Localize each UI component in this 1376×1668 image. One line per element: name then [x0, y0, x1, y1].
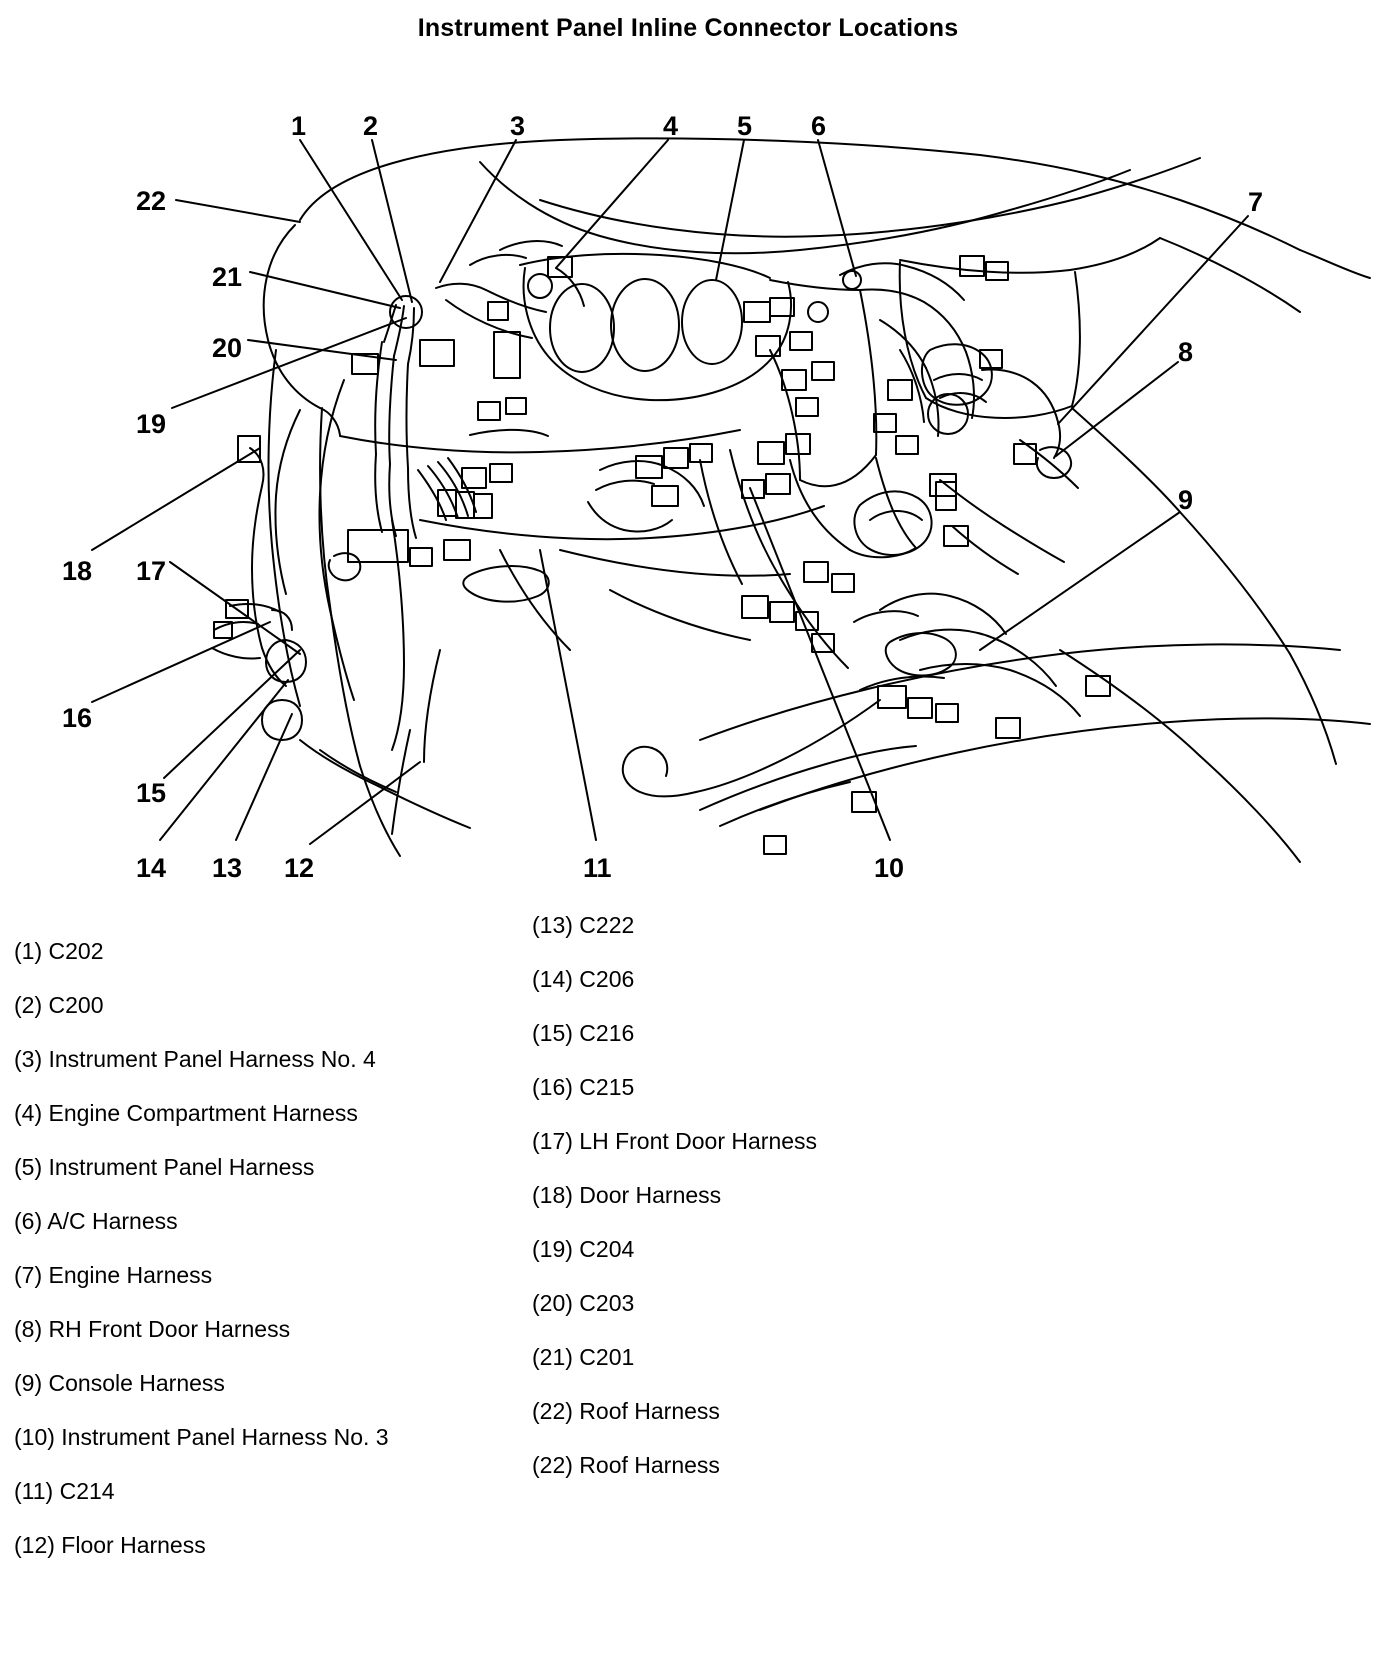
callout-3: 3: [510, 111, 526, 141]
callout-16: 16: [62, 703, 93, 733]
callout-12: 12: [284, 853, 315, 883]
legend-item: (14) C206: [532, 966, 635, 992]
legend-item: (4) Engine Compartment Harness: [14, 1100, 358, 1126]
legend: [0, 900, 1376, 1660]
callout-13: 13: [212, 853, 243, 883]
legend-item: (16) C215: [532, 1074, 635, 1100]
legend-item: (21) C201: [532, 1344, 635, 1370]
callout-18: 18: [62, 556, 93, 586]
callout-7: 7: [1248, 187, 1264, 217]
legend-item: (17) LH Front Door Harness: [532, 1128, 818, 1154]
callout-6: 6: [811, 111, 827, 141]
legend-item: (19) C204: [532, 1236, 635, 1262]
legend-item: (3) Instrument Panel Harness No. 4: [14, 1046, 376, 1072]
legend-item: (9) Console Harness: [14, 1370, 225, 1396]
callout-5: 5: [737, 111, 753, 141]
legend-item: (6) A/C Harness: [14, 1208, 178, 1234]
legend-item: (10) Instrument Panel Harness No. 3: [14, 1424, 389, 1450]
callout-11: 11: [583, 853, 612, 883]
legend-item: (18) Door Harness: [532, 1182, 722, 1208]
instrument-panel-diagram: [0, 50, 1376, 883]
diagram-svg: [0, 50, 1376, 883]
legend-item: (5) Instrument Panel Harness: [14, 1154, 315, 1180]
callout-4: 4: [663, 111, 679, 141]
legend-item: (22) Roof Harness: [532, 1452, 720, 1478]
callout-1: 1: [291, 111, 307, 141]
page-title: Instrument Panel Inline Connector Locations: [417, 14, 959, 42]
legend-column-right: [532, 900, 1132, 1508]
callout-19: 19: [136, 409, 167, 439]
callout-10: 10: [874, 853, 905, 883]
legend-item: (7) Engine Harness: [14, 1262, 213, 1288]
callout-14: 14: [136, 853, 167, 883]
callout-20: 20: [212, 333, 243, 363]
legend-item: (15) C216: [532, 1020, 635, 1046]
legend-item: (11) C214: [14, 1478, 115, 1504]
legend-item: (8) RH Front Door Harness: [14, 1316, 291, 1342]
legend-item: (1) C202: [14, 938, 104, 964]
callout-2: 2: [363, 111, 379, 141]
callout-8: 8: [1178, 337, 1194, 367]
legend-item: (2) C200: [14, 992, 104, 1018]
legend-item: (13) C222: [532, 912, 635, 938]
callout-17: 17: [136, 556, 167, 586]
legend-column-left: [14, 900, 534, 1588]
callout-21: 21: [212, 262, 243, 292]
callout-22: 22: [136, 186, 167, 216]
callout-9: 9: [1178, 485, 1194, 515]
legend-item: (22) Roof Harness: [532, 1398, 720, 1424]
legend-item: (20) C203: [532, 1290, 635, 1316]
legend-item: (12) Floor Harness: [14, 1532, 206, 1558]
callout-15: 15: [136, 778, 167, 808]
